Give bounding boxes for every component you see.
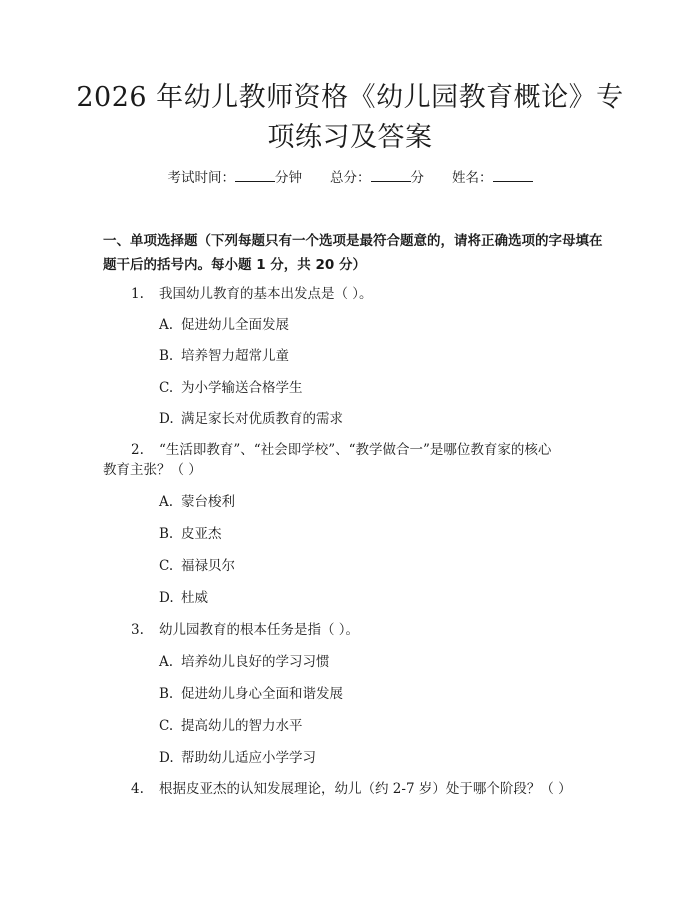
- option-letter: D.: [159, 590, 174, 606]
- option-letter: A.: [159, 654, 174, 670]
- document-title-line-1: 2026 年幼儿教师资格《幼儿园教育概论》专: [76, 82, 624, 113]
- option-text: 提高幼儿的智力水平: [181, 718, 303, 734]
- total-score-label: 总分：: [330, 170, 371, 186]
- option-1a[interactable]: [159, 315, 289, 335]
- option-text: 蒙台梭利: [181, 494, 235, 510]
- option-letter: B.: [159, 348, 174, 364]
- question-text-line-2: 教育主张？（ ）: [103, 462, 202, 478]
- option-text: 培养幼儿良好的学习习惯: [181, 654, 330, 670]
- option-2a[interactable]: [159, 492, 235, 512]
- option-1c[interactable]: [159, 378, 303, 398]
- option-letter: A.: [159, 494, 174, 510]
- exam-time-unit: 分钟: [275, 170, 302, 186]
- option-text: 促进幼儿全面发展: [181, 317, 289, 333]
- exam-time-field: [168, 170, 303, 186]
- option-text: 培养智力超常儿童: [181, 348, 289, 364]
- option-text: 皮亚杰: [181, 526, 222, 542]
- option-letter: D.: [159, 411, 174, 427]
- option-text: 福禄贝尔: [181, 558, 235, 574]
- exam-info-line: [0, 168, 700, 188]
- option-letter: C.: [159, 380, 174, 396]
- option-1d[interactable]: [159, 409, 343, 429]
- option-1b[interactable]: [159, 346, 289, 366]
- option-letter: A.: [159, 317, 174, 333]
- name-label: 姓名：: [452, 170, 493, 186]
- total-score-field: [330, 170, 424, 186]
- option-letter: C.: [159, 558, 174, 574]
- option-3d[interactable]: [159, 748, 316, 768]
- total-score-unit: 分: [410, 170, 424, 186]
- exam-time-blank[interactable]: [235, 169, 275, 182]
- option-text: 为小学输送合格学生: [181, 380, 303, 396]
- name-field: [452, 170, 533, 186]
- option-text: 杜威: [181, 590, 208, 606]
- option-2c[interactable]: [159, 556, 235, 576]
- option-3a[interactable]: [159, 652, 330, 672]
- option-letter: B.: [159, 686, 174, 702]
- name-blank[interactable]: [493, 169, 533, 182]
- option-2b[interactable]: [159, 524, 222, 544]
- option-text: 帮助幼儿适应小学学习: [181, 750, 316, 766]
- document-title-line-2: 项练习及答案: [267, 122, 433, 153]
- total-score-blank[interactable]: [371, 169, 411, 182]
- option-2d[interactable]: [159, 588, 208, 608]
- option-text: 促进幼儿身心全面和谐发展: [181, 686, 343, 702]
- question-text: 我国幼儿教育的基本出发点是（ ）。: [159, 286, 373, 302]
- question-text: 根据皮亚杰的认知发展理论，幼儿（约 2-7 岁）处于哪个阶段？（ ）: [159, 781, 572, 797]
- question-number: 4.: [131, 781, 144, 797]
- question-text: 幼儿园教育的根本任务是指（ ）。: [159, 622, 360, 638]
- option-letter: C.: [159, 718, 174, 734]
- question-text-line-1: “生活即教育”、“社会即学校”、“教学做合一”是哪位教育家的核心: [159, 442, 552, 458]
- option-letter: D.: [159, 750, 174, 766]
- question-number: 1.: [131, 286, 144, 302]
- option-text: 满足家长对优质教育的需求: [181, 411, 343, 427]
- exam-time-label: 考试时间：: [167, 170, 235, 186]
- question-number: 2.: [131, 442, 144, 458]
- question-2: [131, 440, 551, 460]
- option-letter: B.: [159, 526, 174, 542]
- question-number: 3.: [131, 622, 144, 638]
- option-3c[interactable]: [159, 716, 303, 736]
- section-heading: 一、单项选择题（下列每题只有一个选项是最符合题意的，请将正确选项的字母填在题干后的括号内。每小题 1 分，共 20 分）: [103, 233, 603, 273]
- option-3b[interactable]: [159, 684, 343, 704]
